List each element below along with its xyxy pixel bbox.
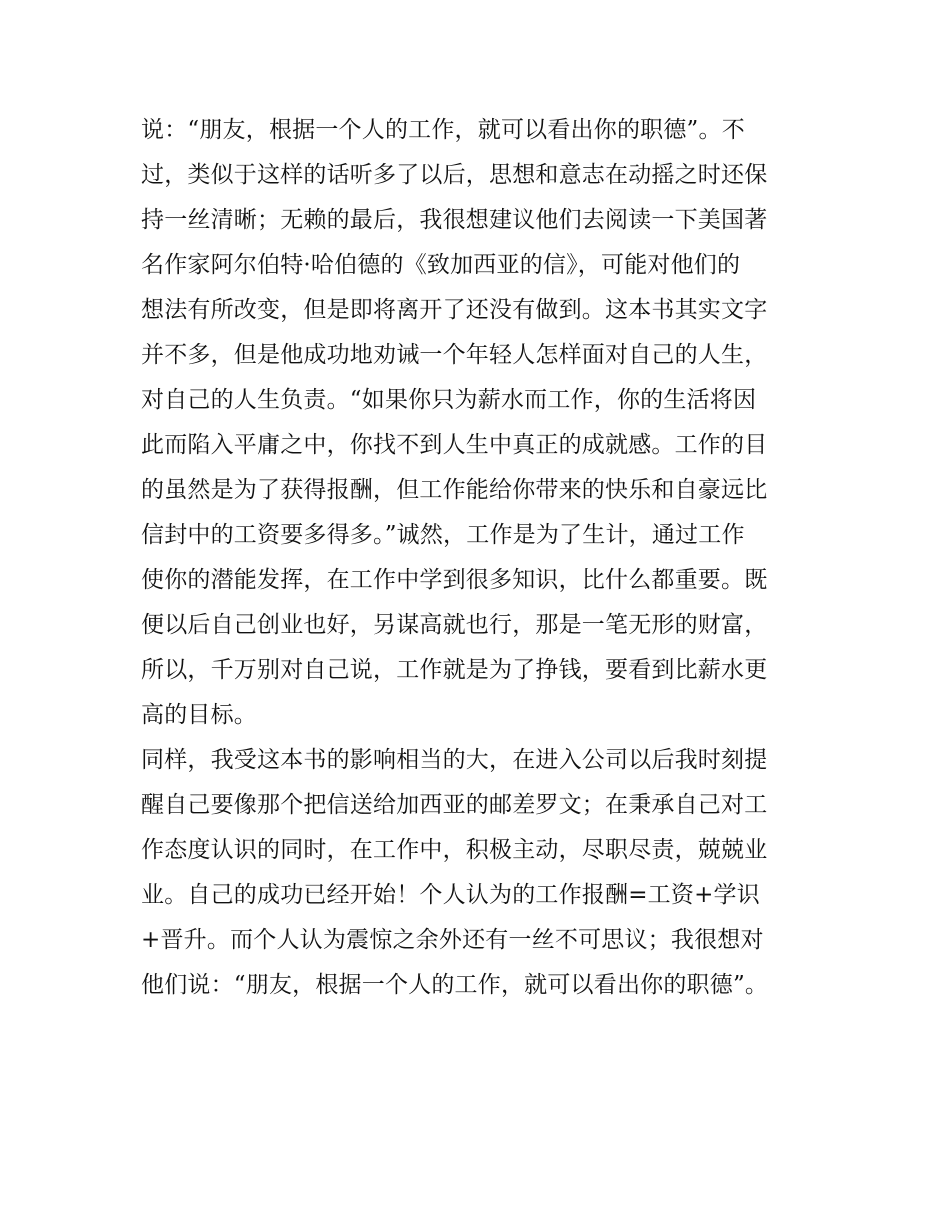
text-line: 名作家阿尔伯特·哈伯德的《致加西亚的信》，可能对他们的 <box>141 252 741 278</box>
text-line: 作态度认识的同时，在工作中，积极主动，尽职尽责，兢兢业 <box>141 837 768 863</box>
text-line: 持一丝清晰；无赖的最后，我很想建议他们去阅读一下美国著 <box>141 207 768 233</box>
text-line: 信封中的工资要多得多。”诚然，工作是为了生计，通过工作 <box>141 522 745 548</box>
text-line: 对自己的人生负责。“如果你只为薪水而工作，你的生活将因 <box>141 387 757 413</box>
text-line: 所以，千万别对自己说，工作就是为了挣钱，要看到比薪水更 <box>141 657 768 683</box>
text-line: 过，类似于这样的话听多了以后，思想和意志在动摇之时还保 <box>141 162 768 188</box>
text-line: 便以后自己创业也好，另谋高就也行，那是一笔无形的财富， <box>141 612 768 638</box>
text-line: 说：“朋友，根据一个人的工作，就可以看出你的职德”。不 <box>141 117 745 143</box>
text-line: 醒自己要像那个把信送给加西亚的邮差罗文；在秉承自己对工 <box>141 792 768 818</box>
text-line: 业。自己的成功已经开始！个人认为的工作报酬=工资+学识 <box>141 882 760 908</box>
text-line: 同样，我受这本书的影响相当的大，在进入公司以后我时刻提 <box>141 747 768 773</box>
text-line: 并不多，但是他成功地劝诫一个年轻人怎样面对自己的人生， <box>141 342 768 368</box>
text-line: 他们说：“朋友，根据一个人的工作，就可以看出你的职德”。 <box>141 972 769 998</box>
text-line: +晋升。而个人认为震惊之余外还有一丝不可思议；我很想对 <box>141 927 764 953</box>
text-line: 使你的潜能发挥，在工作中学到很多知识，比什么都重要。既 <box>141 567 768 593</box>
text-line: 的虽然是为了获得报酬，但工作能给你带来的快乐和自豪远比 <box>141 477 768 503</box>
text-line: 想法有所改变，但是即将离开了还没有做到。这本书其实文字 <box>141 297 768 323</box>
body-text <box>141 108 821 1008</box>
text-line: 此而陷入平庸之中，你找不到人生中真正的成就感。工作的目 <box>141 432 768 458</box>
text-line: 高的目标。 <box>141 702 257 728</box>
